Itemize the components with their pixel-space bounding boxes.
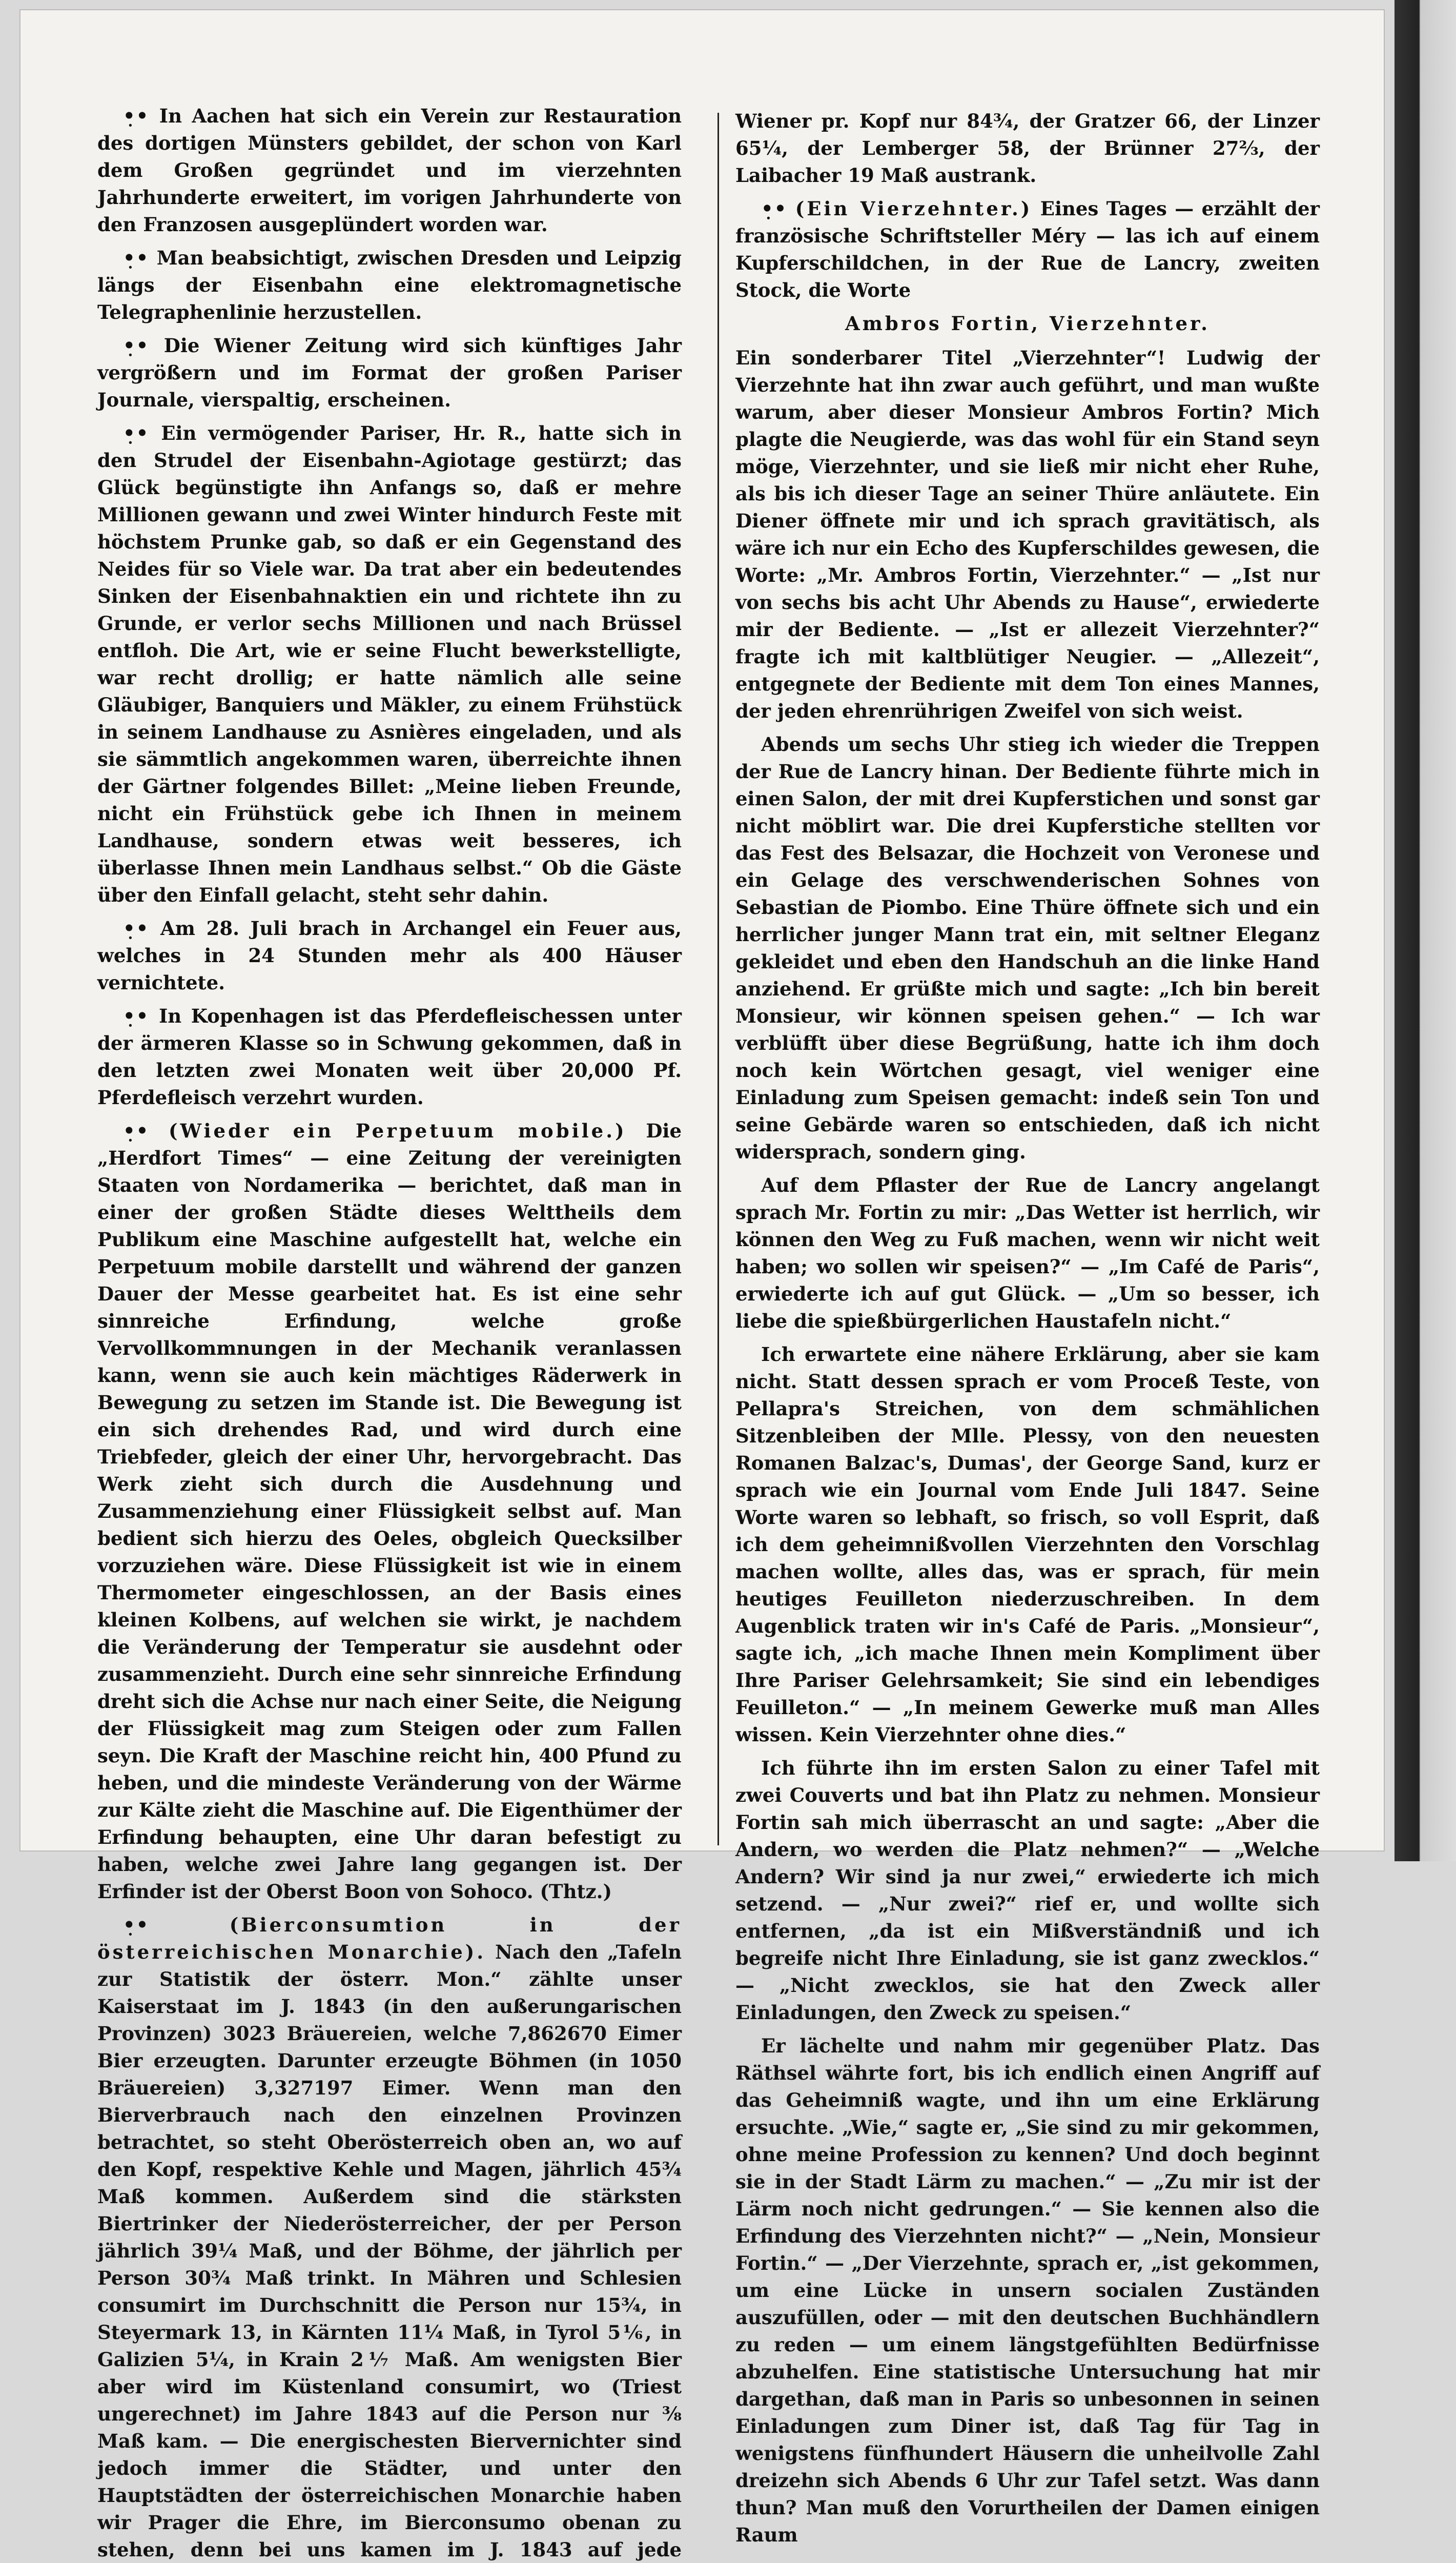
article-wiener-zeitung <box>97 332 682 414</box>
article-pariser <box>97 420 682 909</box>
paragraph: Ein sonderbarer Titel „Vierzehnter“! Ludwig der Vierzehnte hat ihn zwar auch geführt, und man wußte warum, aber dieser Monsieur Ambros Fortin? Mich plagte die Neugierde, was das wohl für ein Stand seyn möge, Vierzehnter, und sie ließ mir nicht eher Ruhe, als bis ich dieser Tage an seiner Thüre anläutete. Ein Diener öffnete mir und ich sprach gravitätisch, als wäre ich nur ein Echo des Kupferschildes gewesen, die Worte: „Mr. Ambros Fortin, Vierzehnter.“ — „Ist nur von sechs bis acht Uhr Abends zu Hause“, erwiederte mir der Bediente. — „Ist er allezeit Vierzehnter?“ fragte ich mit kaltblütiger Neugier. — „Allezeit“, entgegnete der Bediente mit dem Ton eines Mannes, der jeden ehrenrührigen Zweifel von sich weist. <box>735 347 1320 722</box>
section-mark-icon: •̣• <box>123 334 150 357</box>
article-archangel <box>97 915 682 996</box>
article-text: Nach den „Tafeln zur Statistik der österr. Mon.“ zählte unser Kaiserstaat im J. 1843 (in den außerungarischen Provinzen) 3023 Bräuereien, welche 7,862670 Eimer Bier erzeugten. Darunter erzeugte Böhmen (in 1050 Bräuereien) 3,327197 Eimer. Wenn man den Bierverbrauch nach den einzelnen Provinzen betrachtet, so steht Oberösterreich oben an, wo auf den Kopf, respektive Kehle und Magen, jährlich 45¾ Maß kommen. Außerdem sind die stärksten Biertrinker der Niederösterreicher, der per Person jährlich 39¼ Maß, und der Böhme, der jährlich per Person 30¾ Maß trinkt. In Mähren und Schlesien consumirt im Durchschnitt die Person nur 15¾, in Steyermark 13, in Kärnten 11¼ Maß, in Tyrol 5⅙, in Galizien 5¼, in Krain 2⅐ Maß. Am wenigsten Bier aber wird im Küstenland consumirt, wo (Triest ungerechnet) im Jahre 1843 auf die Person nur ⅜ Maß kam. — Die energischesten Biervernichter sind jedoch immer die Städter, und unter den Hauptstädten der österreichischen Monarchie haben wir Prager die Ehre, im Bierconsumo obenan zu stehen, denn bei uns kamen im J. 1843 auf jede <box>97 1941 682 2561</box>
article-text: Am 28. Juli brach in Archangel ein Feuer aus, welches in 24 Stunden mehr als 400 Häuser vernichtete. <box>97 917 682 994</box>
section-mark-icon: •̣• <box>761 197 788 220</box>
article-kopenhagen <box>97 1003 682 1111</box>
sign-inscription: Ambros Fortin, Vierzehnter. <box>845 312 1210 335</box>
article-text: Eines Tages — erzählt der französische Schriftsteller Méry — las ich auf einem Kupferschildchen, in der Rue de Lancry, zweiten Stock, die Worte <box>735 197 1320 301</box>
article-text: In Aachen hat sich ein Verein zur Restauration des dortigen Münsters gebildet, der schon von Karl dem Großen gegründet und im vierzehnten Jahrhunderte erweitert, im vorigen Jahrhunderte von den Franzosen ausgeplündert worden war. <box>97 105 682 236</box>
section-mark-icon: •̣• <box>123 1914 150 1936</box>
article-title: (Bierconsumtion in der österreichischen Monarchie). <box>97 1914 682 1963</box>
article-vierzehnter-intro <box>735 195 1320 304</box>
section-mark-icon: •̣• <box>123 1005 150 1027</box>
paragraph: Auf dem Pflaster der Rue de Lancry angelangt sprach Mr. Fortin zu mir: „Das Wetter ist herrlich, wir können den Weg zu Fuß machen, wenn wir nicht weit haben; wo sollen wir speisen?“ — „Im Café de Paris“, erwiederte ich auf gut Glück. — „Um so besser, ich liebe die spießbürgerlichen Haustafeln nicht.“ <box>735 1174 1320 1332</box>
article-text: Wiener pr. Kopf nur 84¾, der Gratzer 66, der Linzer 65¼, der Lemberger 58, der Brünner 27⅔, der Laibacher 19 Maß austrank. <box>735 110 1320 187</box>
paragraph: Abends um sechs Uhr stieg ich wieder die Treppen der Rue de Lancry hinan. Der Bediente führte mich in einen Salon, der mit drei Kupferstichen und sonst gar nicht möblirt war. Die drei Kupferstiche stellten vor das Fest des Belsazar, die Hochzeit von Veronese und ein Gelage des verschwenderischen Sohnes von Sebastian de Piombo. Eine Thüre öffnete sich und ein herrlicher junger Mann trat ein, mit seltner Eleganz gekleidet und eben den Handschuh an die linke Hand anziehend. Er grüßte mich und sagte: „Ich bin bereit Monsieur, wir können speisen gehen.“ — Ich war verblüfft über diese Begrüßung, hatte ich ihm doch noch kein Wörtchen gesagt, viel weniger eine Einladung zum Speisen gemacht: indeß sein Ton und seine Gebärde waren so entschieden, daß ich nicht widersprach, sondern ging. <box>735 733 1320 1163</box>
scan-edge <box>1395 0 1456 1861</box>
article-telegraph <box>97 245 682 326</box>
article-bierconsumtion <box>97 1911 682 2563</box>
article-text: Die „Herdfort Times“ — eine Zeitung der vereinigten Staaten von Nordamerika — berichtet, daß man in einer der großen Städte dieses Welttheils dem Publikum eine Maschine aufgestellt hat, welche ein Perpetuum mobile darstellt und während der ganzen Dauer der Messe gearbeitet hat. Es ist eine sehr sinnreiche Erfindung, welche große Vervollkommnungen in der Mechanik veranlassen kann, wenn sie auch kein mächtiges Räderwerk in Bewegung zu setzen im Stande ist. Die Bewegung ist ein sich drehendes Rad, und wird durch eine Triebfeder, gleich der einer Uhr, hervorgebracht. Das Werk zieht sich durch die Ausdehnung und Zusammenziehung einer Flüssigkeit selbst auf. Man bedient sich hierzu des Oeles, obgleich Quecksilber vorzuziehen wäre. Diese Flüssigkeit ist wie in einem Thermometer eingeschlossen, an der Basis eines kleinen Kolbens, auf welchen sie wirkt, je nachdem die Veränderung der Temperatur sie ausdehnt oder zusammenzieht. Durch eine sehr sinnreiche Erfindung dreht sich die Achse nur nach einer Seite, die Neigung der Flüssigkeit mag zum Steigen oder zum Fallen seyn. Die Kraft der Maschine reicht hin, 400 Pfund zu heben, und die mindeste Veränderung von der Wärme zur Kälte zieht die Maschine auf. Die Eigenthümer der Erfindung behaupten, eine Uhr daran befestigt zu haben, welche zwei Jahre lang gegangen ist. Der Erfinder ist der Oberst Boon von Sohoco. (Thtz.) <box>97 1120 682 1903</box>
section-mark-icon: •̣• <box>123 422 150 444</box>
article-text: In Kopenhagen ist das Pferdefleischessen unter der ärmeren Klasse so in Schwung gekommen, daß in den letzten zwei Monaten weit über 20,000 Pf. Pferdefleisch verzehrt wurden. <box>97 1005 682 1109</box>
paragraph: Ich erwartete eine nähere Erklärung, aber sie kam nicht. Statt dessen sprach er vom Proceß Teste, von Pellapra's Streichen, von dem schmählichen Sitzenbleiben der Mlle. Plessy, von den neuesten Romanen Balzac's, Dumas', der George Sand, kurz er sprach wie ein Journal vom Ende Juli 1847. Seine Worte waren so lebhaft, so frisch, so voll Esprit, daß ich dem geheimnißvollen Vierzehnten den Vorschlag machen wollte, alles das, was er sprach, für mein heutiges Feuilleton niederzuschreiben. In dem Augenblick traten wir in's Café de Paris. „Monsieur“, sagte ich, „ich mache Ihnen mein Kompliment über Ihre Pariser Gelehrsamkeit; Sie sind ein lebendiges Feuilleton.“ — „In meinem Gewerke muß man Alles wissen. Kein Vierzehnter ohne dies.“ <box>735 1343 1320 1746</box>
article-perpetuum-mobile <box>97 1117 682 1905</box>
article-aachen <box>97 103 682 238</box>
left-column <box>97 103 682 2563</box>
section-mark-icon: •̣• <box>123 247 150 269</box>
section-mark-icon: •̣• <box>123 105 150 127</box>
section-mark-icon: •̣• <box>123 1120 150 1142</box>
article-text: Die Wiener Zeitung wird sich künftiges Jahr vergrößern und im Format der großen Pariser Journale, vierspaltig, erscheinen. <box>97 334 682 411</box>
right-column <box>735 108 1320 2555</box>
article-bier-continued <box>735 108 1320 189</box>
article-title: (Ein Vierzehnter.) <box>795 197 1033 220</box>
column-divider <box>717 113 719 1845</box>
newspaper-page <box>20 10 1384 2561</box>
article-text: Man beabsichtigt, zwischen Dresden und Leipzig längs der Eisenbahn eine elektromagnetische Telegraphenlinie herzustellen. <box>97 247 682 323</box>
paragraph: Er lächelte und nahm mir gegenüber Platz. Das Räthsel währte fort, bis ich endlich einen Angriff auf das Geheimniß wagte, und ihn um eine Erklärung ersuchte. „Wie,“ sagte er, „Sie sind zu mir gekommen, ohne meine Profession zu kennen? Und doch beginnt sie in der Stadt Lärm zu machen.“ — „Zu mir ist der Lärm noch nicht gedrungen.“ — Sie kennen also die Erfindung des Vierzehnten nicht?“ — „Nein, Monsieur Fortin.“ — „Der Vierzehnte, sprach er, „ist gekommen, um eine Lücke in unsern socialen Zuständen auszufüllen, oder — mit den deutschen Buchhändlern zu reden — um einem längstgefühlten Bedürfnisse abzuhelfen. Eine statistische Untersuchung hat mir dargethan, daß man in Paris so unbesonnen in seinen Einladungen zum Diner ist, daß Tag für Tag in wenigstens fünfhundert Häusern die unheilvolle Zahl dreizehn sich Abends 6 Uhr zur Tafel setzt. Was dann thun? Man muß den Vorurtheilen der Damen einigen Raum <box>735 2035 1320 2546</box>
paragraph: Ich führte ihn im ersten Salon zu einer Tafel mit zwei Couverts und bat ihn Platz zu nehmen. Monsieur Fortin sah mich überrascht an und sagte: „Aber die Andern, wo werden die Platz nehmen?“ — „Welche Andern? Wir sind ja nur zwei,“ erwiederte ich mich setzend. — „Nur zwei?“ rief er, und wollte sich entfernen, „da ist ein Mißverständniß und ich begreife nicht Ihre Einladung, sie ist ganz zwecklos.“ — „Nicht zwecklos, sie hat den Zweck aller Einladungen, den Zweck zu speisen.“ <box>735 1757 1320 2024</box>
article-title: (Wieder ein Perpetuum mobile.) <box>169 1120 627 1142</box>
article-text: Ein vermögender Pariser, Hr. R., hatte sich in den Strudel der Eisenbahn-Agiotage gestürzt; das Glück begünstigte ihn Anfangs so, daß er mehre Millionen gewann und zwei Winter hindurch Feste mit höchstem Prunke gab, so daß er ein Gegenstand des Neides für so Viele war. Da trat aber ein bedeutendes Sinken der Eisenbahnaktien ein und richtete ihn zu Grunde, er verlor sechs Millionen und nach Brüssel entfloh. Die Art, wie er seine Flucht bewerkstelligte, war recht drollig; er hatte nämlich alle seine Gläubiger, Banquiers und Mäkler, zu einem Frühstück in seinem Landhause zu Asnières eingeladen, und als sie sämmtlich angekommen waren, überreichte ihnen der Gärtner folgendes Billet: „Meine lieben Freunde, nicht ein Frühstück gebe ich Ihnen in meinem Landhause, sondern etwas weit besseres, ich überlasse Ihnen mein Landhaus selbst.“ Ob die Gäste über den Einfall gelacht, steht sehr dahin. <box>97 422 682 906</box>
section-mark-icon: •̣• <box>123 917 150 940</box>
